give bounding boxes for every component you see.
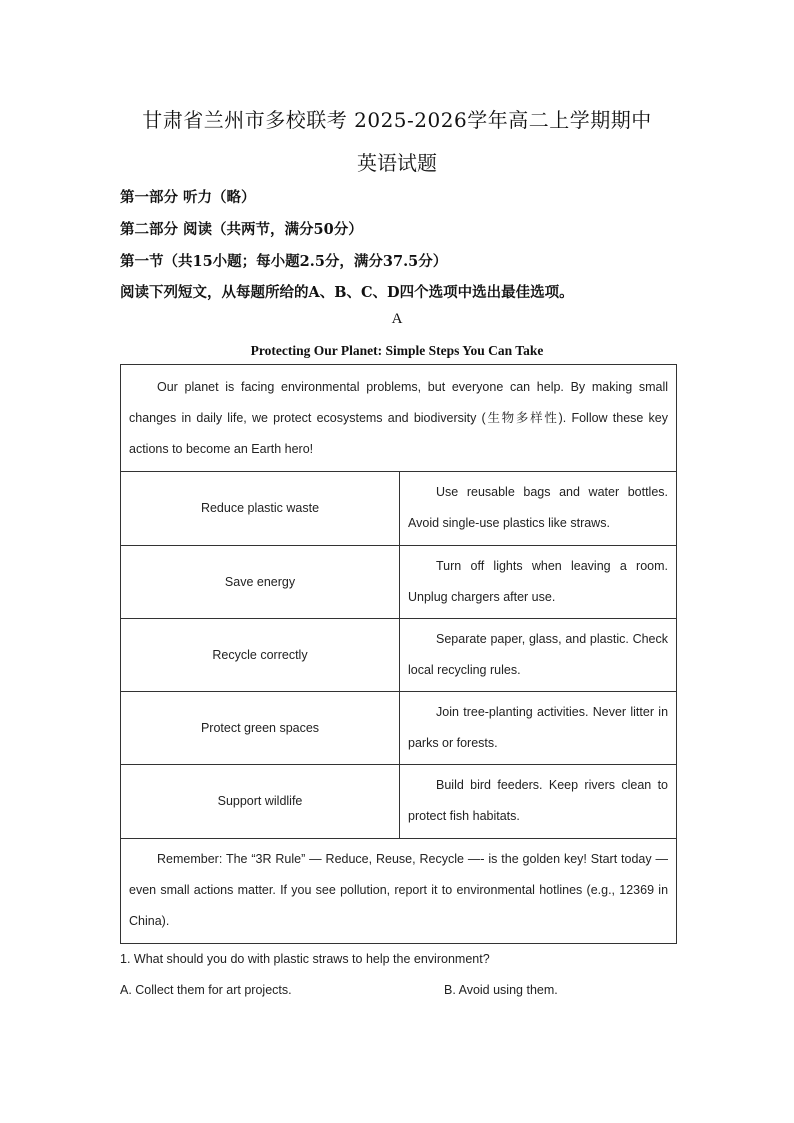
option-a[interactable]: A. Collect them for art projects. <box>120 983 292 997</box>
directions: 阅读下列短文，从每题所给的A、B、C、D四个选项中选出最佳选项。 <box>120 284 574 301</box>
question-stem: 1. What should you do with plastic straws to help the environment? <box>120 952 490 966</box>
detail-text: Join tree-planting activities. Never litter in parks or forests. <box>408 705 669 751</box>
remember-text: Remember: The “3R Rule” — Reduce, Reuse, Recycle —- is the golden key! Start today — even small actions matter. If you see pollution, report it to environmental hotlines (e.g., 12369 in China). <box>129 852 669 929</box>
table-row <box>121 545 677 618</box>
part1-heading: 第一部分 听力（略） <box>120 189 256 206</box>
action-cell: Save energy <box>121 545 400 618</box>
passage-letter: A <box>391 311 403 327</box>
action-cell: Support wildlife <box>121 765 400 838</box>
part2-heading: 第二部分 阅读（共两节，满分50分） <box>120 221 363 238</box>
remember-cell <box>121 838 677 943</box>
table-row <box>121 618 677 691</box>
action-cell: Reduce plastic waste <box>121 472 400 545</box>
table-row <box>121 765 677 838</box>
detail-cell <box>400 765 677 838</box>
detail-text: Build bird feeders. Keep rivers clean to protect fish habitats. <box>408 778 669 824</box>
table-row <box>121 692 677 765</box>
detail-cell <box>400 618 677 691</box>
detail-cell <box>400 692 677 765</box>
intro-text: Our planet is facing environmental problems, but everyone can help. By making small changes in daily life, we protect ecosystems and biodiversity (生物多样性). Follow these key actions to become an Earth hero! <box>129 379 669 456</box>
exam-title: 甘肃省兰州市多校联考 2025-2026学年高二上学期期中 <box>142 108 652 132</box>
detail-text: Use reusable bags and water bottles. Avoid single-use plastics like straws. <box>408 485 669 531</box>
passage-title: Protecting Our Planet: Simple Steps You Can Take <box>250 343 544 358</box>
action-cell: Recycle correctly <box>121 618 400 691</box>
section1-heading: 第一节（共15小题；每小题2.5分，满分37.5分） <box>120 253 448 270</box>
detail-cell <box>400 545 677 618</box>
passage-table <box>120 364 677 944</box>
detail-text: Turn off lights when leaving a room. Unplug chargers after use. <box>408 558 669 604</box>
detail-text: Separate paper, glass, and plastic. Check local recycling rules. <box>408 631 669 677</box>
detail-cell <box>400 472 677 545</box>
action-cell: Protect green spaces <box>121 692 400 765</box>
option-b[interactable]: B. Avoid using them. <box>444 983 558 997</box>
intro-cell <box>121 365 677 472</box>
exam-subject: 英语试题 <box>357 151 437 175</box>
table-row <box>121 472 677 545</box>
